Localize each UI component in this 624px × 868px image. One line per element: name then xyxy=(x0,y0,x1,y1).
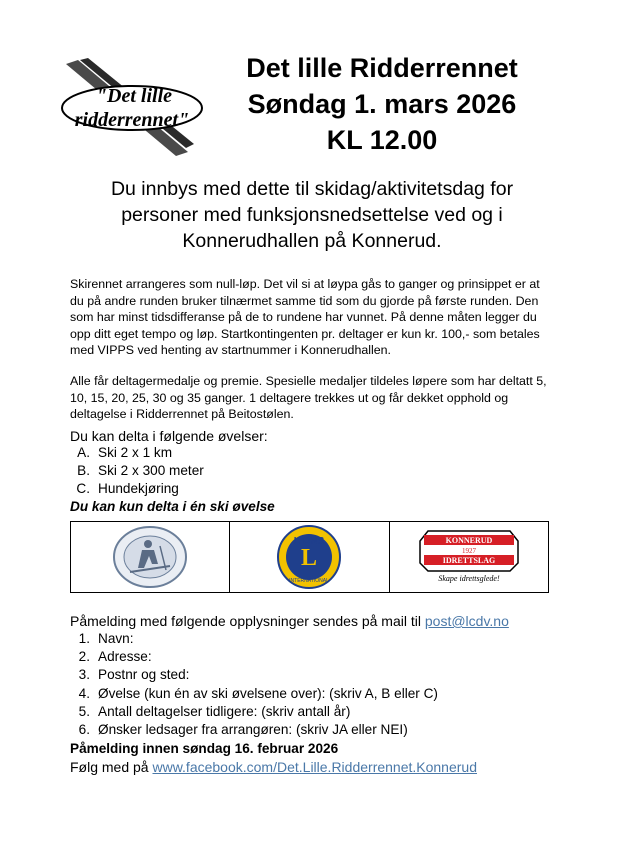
list-item: 1. Navn: xyxy=(78,631,134,646)
prize-info-paragraph: Alle får deltagermedalje og premie. Spesielle medaljer tildeles løpere som har deltatt 5, 10, 15, 20, 25, 30 og 35 ganger. 1 deltagere trekkes ut og får dekket opphold og deltagelse i Ridderrennet på Beitostølen. xyxy=(70,374,547,421)
svg-text:ridderrennet": ridderrennet" xyxy=(74,109,190,131)
sponsor-cell-konnerud xyxy=(389,522,548,592)
list-item: 4. Øvelse (kun én av ski øvelsene over): (skriv A, B eller C) xyxy=(78,685,438,701)
title-line-1: Det lille Ridderrennet xyxy=(246,53,518,83)
sponsor-logos-table xyxy=(70,521,549,593)
event-title xyxy=(214,50,550,158)
list-item: 5. Antall deltagelser tidligere: (skriv antall år) xyxy=(78,703,351,719)
list-item: 2. Adresse: xyxy=(78,649,152,665)
lions-logo xyxy=(276,524,342,590)
svg-text:1927: 1927 xyxy=(461,547,476,555)
list-item: 6. Ønsker ledsager fra arrangøren: (skriv JA eller NEI) xyxy=(78,722,408,738)
signup-deadline: Påmelding innen søndag 16. februar 2026 xyxy=(70,741,339,756)
race-info-paragraph: Skirennet arrangeres som null-løp. Det vil si at løypa gås to ganger og prinsippet er at du på andre runden bruker tilnærmet samme tid som du gjorde på første runden. Den som har minst tidsdifferanse på de to rundene har vunnet. På denne måten legger du opp ditt eget tempo og løp. Startkontingenten pr. deltager er kun kr. 100,- som betales med VIPPS ved henting av startnummer i Konnerudhallen. xyxy=(70,277,540,357)
events-list xyxy=(70,444,204,498)
svg-text:"Det lille: "Det lille xyxy=(95,85,173,107)
svg-text:INTERNATIONAL: INTERNATIONAL xyxy=(289,578,330,584)
events-heading: Du kan delta i følgende øvelser: xyxy=(70,428,268,444)
list-item: C. Hundekjøring xyxy=(76,481,179,496)
list-item: 3. Postnr og sted: xyxy=(78,667,190,683)
facebook-link[interactable]: www.facebook.com/Det.Lille.Ridderrennet.Konnerud xyxy=(152,759,477,775)
svg-text:Skape idrettsglede!: Skape idrettsglede! xyxy=(438,574,500,583)
list-item: A. Ski 2 x 1 km xyxy=(77,445,173,460)
invitation-text: Du innbys med dette til skidag/aktivitetsdag for personer med funksjonsnedsettelse ved og i Konnerudhallen på Konnerud. xyxy=(110,178,514,252)
svg-text:KONNERUD: KONNERUD xyxy=(445,536,493,545)
ridderrennet-logo xyxy=(58,56,206,160)
svg-text:LIONS: LIONS xyxy=(294,536,325,547)
title-line-3: KL 12.00 xyxy=(326,125,438,155)
skier-seal-logo xyxy=(112,526,188,588)
title-line-2: Søndag 1. mars 2026 xyxy=(247,89,517,119)
svg-text:L: L xyxy=(301,545,318,571)
sponsor-cell-lions xyxy=(229,522,388,592)
signup-fields-list xyxy=(70,630,438,739)
sponsor-cell-seal xyxy=(71,522,229,592)
email-link[interactable]: post@lcdv.no xyxy=(424,613,509,629)
svg-text:IDRETTSLAG: IDRETTSLAG xyxy=(442,556,496,565)
events-note: Du kan kun delta i én ski øvelse xyxy=(70,499,275,514)
follow-line: Følg med på www.facebook.com/Det.Lille.Ridderrennet.Konnerud xyxy=(70,759,477,775)
list-item: B. Ski 2 x 300 meter xyxy=(77,463,204,478)
signup-heading: Påmelding med følgende opplysninger sendes på mail til post@lcdv.no xyxy=(70,613,509,629)
konnerud-il-logo xyxy=(414,529,524,585)
